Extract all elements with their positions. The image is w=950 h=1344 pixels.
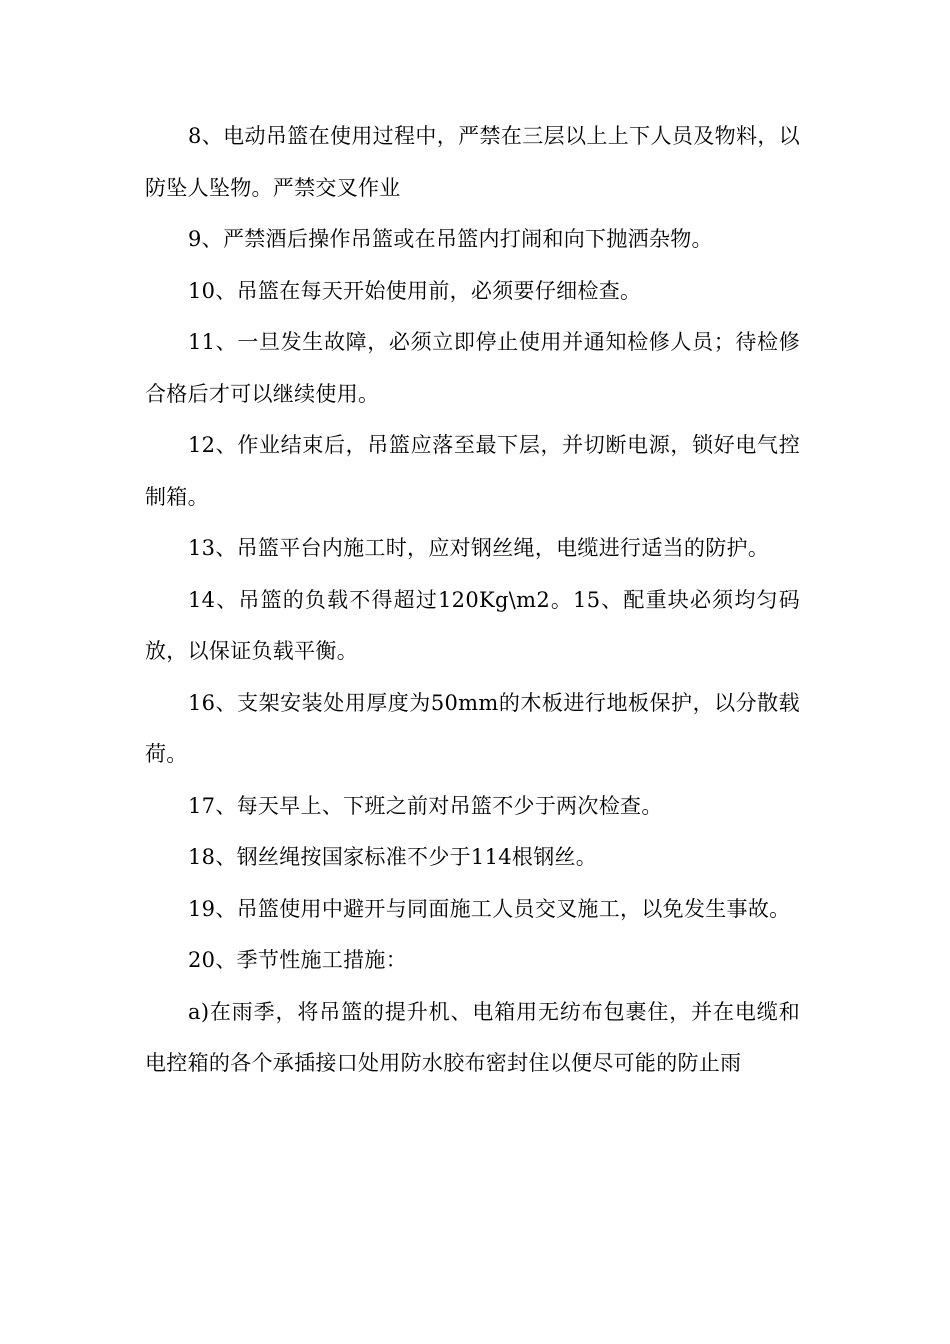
- paragraph-19: 19、吊篮使用中避开与同面施工人员交叉施工，以免发生事故。: [188, 896, 791, 921]
- document-body: [145, 111, 800, 1090]
- paragraph-20a: a)在雨季，将吊篮的提升机、电箱用无纺布包裹住，并在电缆和电控箱的各个承插接口处用防水胶布密封住以便尽可能的防止雨: [145, 999, 800, 1075]
- paragraph-9: 9、严禁酒后操作吊篮或在吊篮内打闹和向下抛洒杂物。: [188, 227, 713, 251]
- paragraph-14-15: 14、吊篮的负载不得超过120Kg\m2。15、配重块必须均匀码放，以保证负载平衡。: [145, 587, 800, 663]
- paragraph-18: 18、钢丝绳按国家标准不少于114根钢丝。: [188, 845, 598, 869]
- paragraph-8: 8、电动吊篮在使用过程中，严禁在三层以上上下人员及物料，以防坠人坠物。严禁交叉作业: [145, 124, 800, 200]
- paragraph-12: 12、作业结束后，吊篮应落至最下层，并切断电源，锁好电气控制箱。: [145, 433, 800, 509]
- paragraph-17: 17、每天早上、下班之前对吊篮不少于两次检查。: [188, 793, 663, 818]
- paragraph-11: 11、一旦发生故障，必须立即停止使用并通知检修人员；待检修合格后才可以继续使用。: [145, 330, 800, 406]
- paragraph-13: 13、吊篮平台内施工时，应对钢丝绳，电缆进行适当的防护。: [188, 536, 770, 560]
- paragraph-20: 20、季节性施工措施：: [188, 948, 408, 972]
- paragraph-10: 10、吊篮在每天开始使用前，必须要仔细检查。: [188, 278, 642, 303]
- paragraph-16: 16、支架安装处用厚度为50mm的木板进行地板保护，以分散载荷。: [145, 690, 800, 766]
